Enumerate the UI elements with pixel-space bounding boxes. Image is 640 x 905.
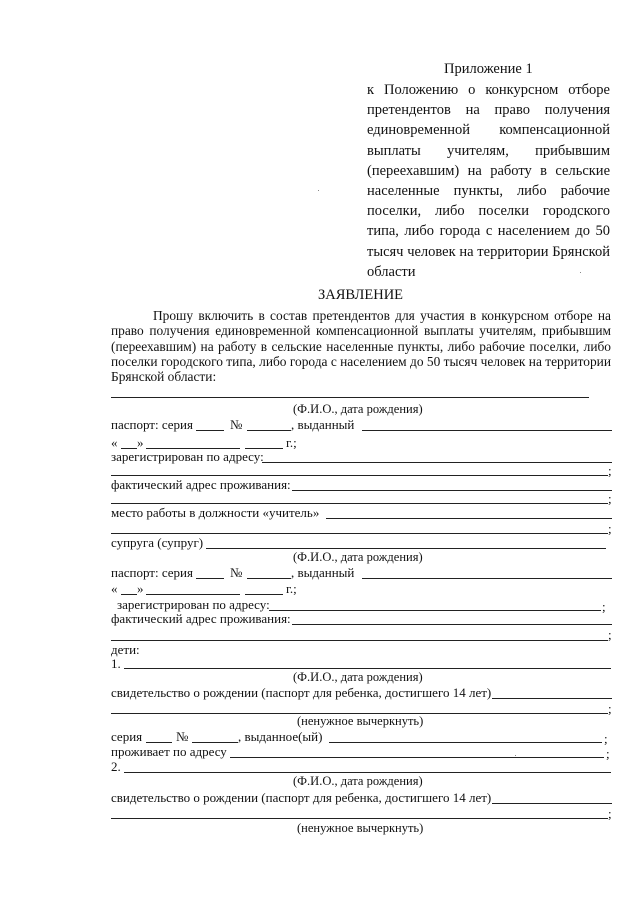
spouse-date-quote-open: « <box>111 581 118 596</box>
date-quote-close: » <box>137 435 144 450</box>
actual-address-line-1[interactable] <box>292 490 612 491</box>
child-2-fio-line[interactable] <box>124 772 611 773</box>
scan-speck <box>515 755 516 756</box>
child-1-series-line[interactable] <box>146 742 172 743</box>
actual-address-semicolon: ; <box>608 491 612 506</box>
passport-issued-label: , выданный <box>291 417 355 432</box>
passport-issued-line[interactable] <box>362 430 612 431</box>
children-label: дети: <box>111 642 140 657</box>
child-1-lives-label: проживает по адресу <box>111 744 227 759</box>
spouse-date-quote-close: » <box>137 581 144 596</box>
spouse-passport-issued-label: , выданный <box>291 565 355 580</box>
child-1-issued-semicolon: ; <box>604 731 608 746</box>
child-1-number-label: № <box>176 729 189 744</box>
applicant-fio-caption: (Ф.И.О., дата рождения) <box>293 402 423 416</box>
child-1-issued-line[interactable] <box>329 742 602 743</box>
child-2-birth-cert-line-1[interactable] <box>492 803 612 804</box>
date-year-label: г.; <box>286 435 297 450</box>
document-heading: ЗАЯВЛЕНИЕ <box>318 287 404 303</box>
workplace-label: место работы в должности «учитель» <box>111 505 320 520</box>
child-1-fio-caption: (Ф.И.О., дата рождения) <box>293 670 423 684</box>
spouse-date-year-line[interactable] <box>245 594 283 595</box>
child-1-birth-cert-line-1[interactable] <box>492 698 612 699</box>
child-2-fio-caption: (Ф.И.О., дата рождения) <box>293 774 423 788</box>
spouse-registered-line[interactable] <box>269 610 601 611</box>
spouse-passport-series-line[interactable] <box>196 578 224 579</box>
spouse-date-month-line[interactable] <box>146 594 240 595</box>
actual-address-line-2[interactable] <box>111 503 608 504</box>
applicant-fio-line[interactable] <box>111 397 589 398</box>
child-1-series-label: серия <box>111 729 143 744</box>
child-1-number-line[interactable] <box>192 742 238 743</box>
registered-label: зарегистрирован по адресу: <box>111 449 264 464</box>
appendix-text: к Положению о конкурсном отборе претендентов на право получения единовременной компенсационной выплаты учителям, прибывшим (переехавшим) на работу в сельские населенные пункты, либо рабочие поселки, либо поселки городского типа, либо города с населением до 50 тысяч человек на территории Брянской области <box>367 82 610 280</box>
workplace-line-2[interactable] <box>111 533 608 534</box>
passport-series-label: паспорт: серия <box>111 417 193 432</box>
spouse-passport-issued-line[interactable] <box>362 578 612 579</box>
workplace-line-1[interactable] <box>326 518 612 519</box>
spouse-actual-address-label: фактический адрес проживания: <box>111 611 291 626</box>
scan-speck <box>318 190 319 191</box>
intro-paragraph: Прошу включить в состав претендентов для участия в конкурсном отборе на право получения единовременной компенсационной выплаты учителям, прибывшим (переехавшим) на работу в сельские населенные пункты, либо рабочие поселки, либо поселки городского типа, либо города с населением до 50 тысяч человек на территории Брянской области: <box>111 308 611 385</box>
spouse-label: супруга (супруг) <box>111 535 204 550</box>
child-1-birth-cert-label: свидетельство о рождении (паспорт для ребенка, достигшего 14 лет) <box>111 685 492 700</box>
spouse-registered-label: зарегистрирован по адресу: <box>117 597 270 612</box>
child-1-birth-cert-semicolon: ; <box>608 701 612 716</box>
passport-number-line[interactable] <box>247 430 291 431</box>
spouse-fio-caption: (Ф.И.О., дата рождения) <box>293 550 423 564</box>
registered-line-2[interactable] <box>111 475 608 476</box>
child-1-fio-line[interactable] <box>124 668 611 669</box>
spouse-actual-address-line-1[interactable] <box>292 624 612 625</box>
spouse-actual-address-line-2[interactable] <box>111 640 608 641</box>
spouse-passport-number-label: № <box>230 565 243 580</box>
spouse-date-year-label: г.; <box>286 581 297 596</box>
spouse-fio-line[interactable] <box>206 548 606 549</box>
registered-semicolon: ; <box>608 463 612 478</box>
appendix-title: Приложение 1 <box>444 61 533 77</box>
child-2-number: 2. <box>111 759 121 774</box>
child-1-lives-semicolon: ; <box>606 746 610 761</box>
passport-series-line[interactable] <box>196 430 224 431</box>
child-1-lives-line[interactable] <box>230 757 604 758</box>
child-2-birth-cert-semicolon: ; <box>608 806 612 821</box>
actual-address-label: фактический адрес проживания: <box>111 477 291 492</box>
passport-number-label: № <box>230 417 243 432</box>
child-2-birth-cert-label: свидетельство о рождении (паспорт для ребенка, достигшего 14 лет) <box>111 790 492 805</box>
spouse-registered-semicolon: ; <box>602 599 606 614</box>
scan-speck <box>580 272 581 273</box>
child-1-number: 1. <box>111 656 121 671</box>
spouse-passport-series-label: паспорт: серия <box>111 565 193 580</box>
date-quote-open: « <box>111 435 118 450</box>
registered-line-1[interactable] <box>262 462 612 463</box>
child-2-birth-cert-line-2[interactable] <box>111 818 608 819</box>
spouse-date-day-line[interactable] <box>121 594 137 595</box>
child-1-issued-label: , выданное(ый) <box>238 729 323 744</box>
child-1-strike-caption: (ненужное вычеркнуть) <box>297 714 424 728</box>
child-2-strike-caption: (ненужное вычеркнуть) <box>297 821 424 835</box>
spouse-actual-address-semicolon: ; <box>608 627 612 642</box>
workplace-semicolon: ; <box>608 521 612 536</box>
spouse-passport-number-line[interactable] <box>247 578 291 579</box>
